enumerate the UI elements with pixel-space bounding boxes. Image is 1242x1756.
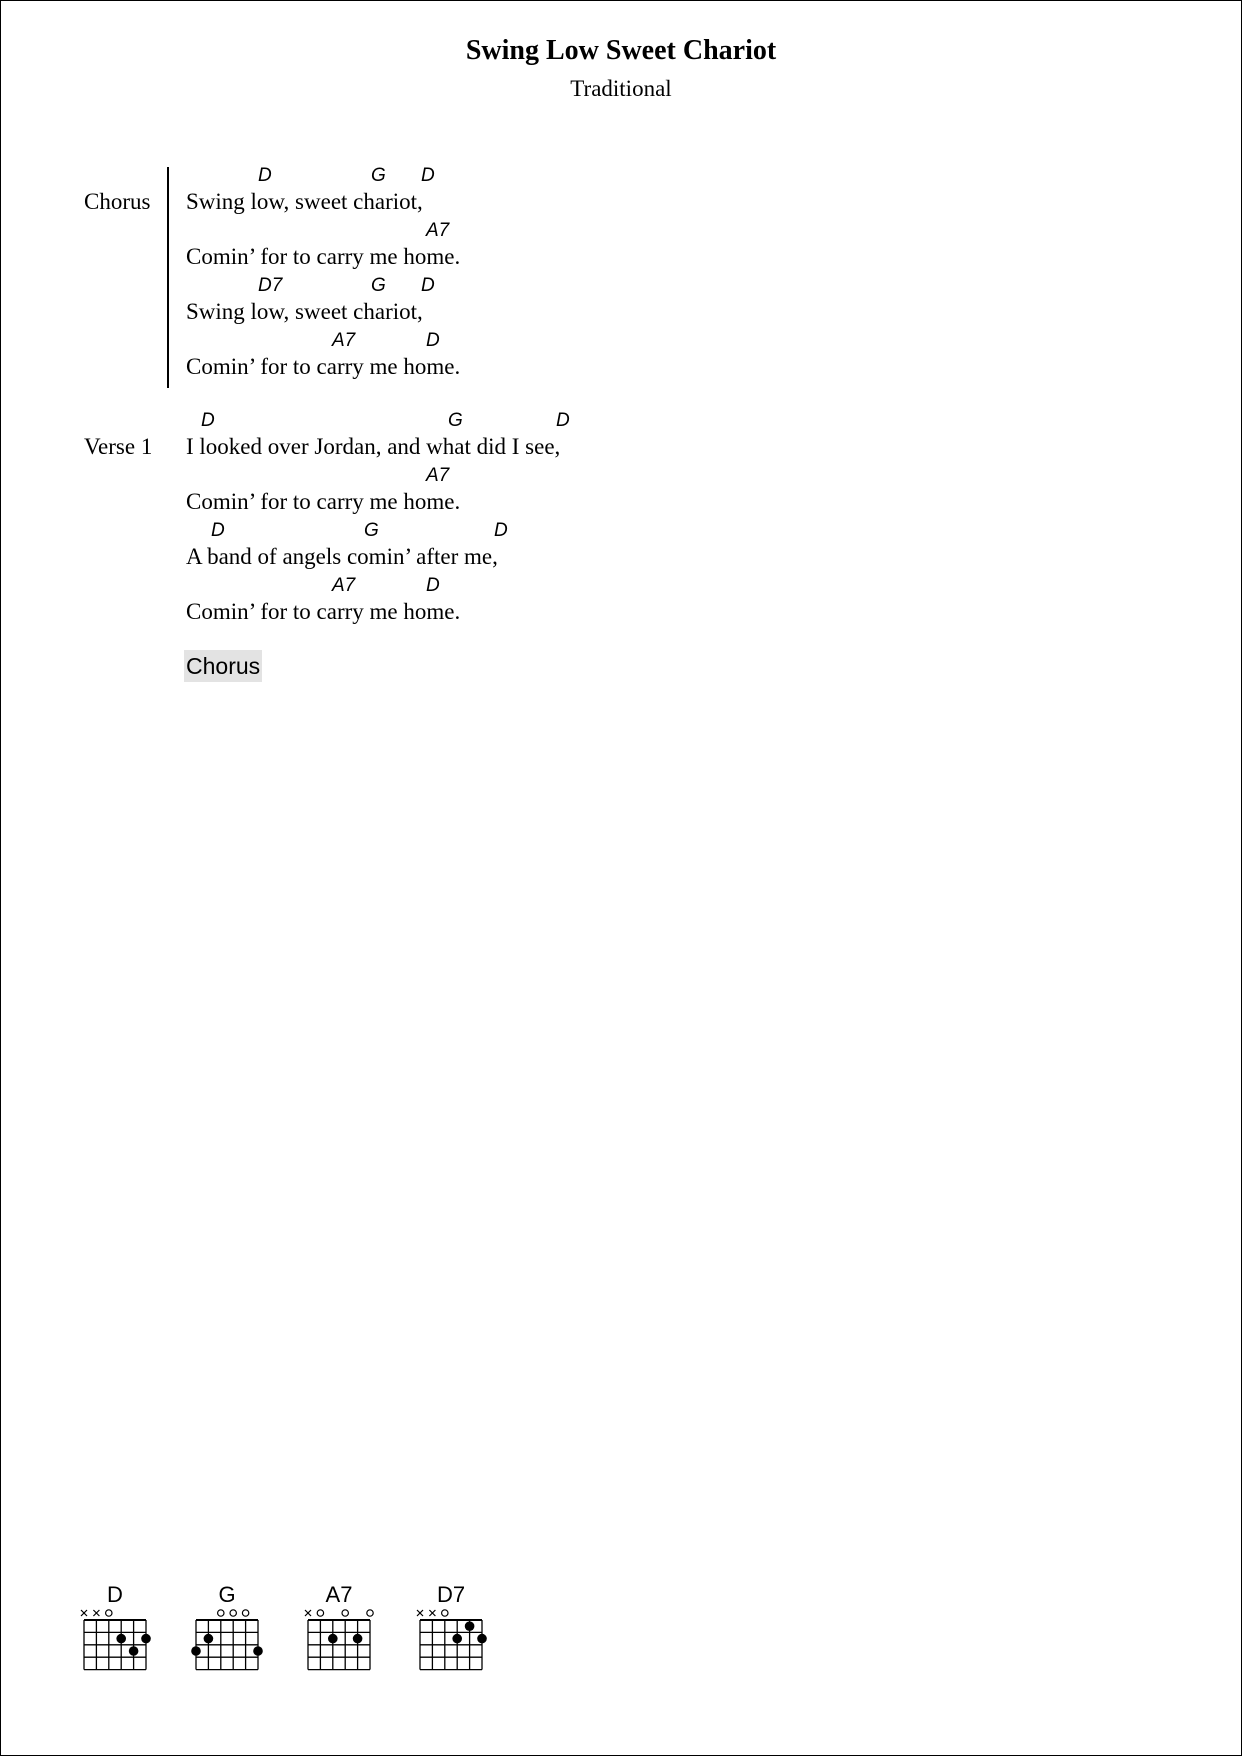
- lyric-line: Swing low, sweet chariot,: [186, 189, 423, 214]
- chord-label: D: [494, 520, 508, 541]
- chord-label: D7: [258, 275, 283, 296]
- fretboard-grid: [75, 1582, 155, 1677]
- finger-dot: [191, 1646, 201, 1656]
- chord-diagram-g: [187, 1582, 267, 1677]
- chord-label: A7: [332, 330, 356, 351]
- finger-dot: [353, 1634, 363, 1644]
- chord-label: A7: [426, 465, 450, 486]
- chord-label: G: [371, 275, 386, 296]
- chord-label: D: [201, 410, 215, 431]
- lyric-line: I looked over Jordan, and what did I see,: [186, 434, 561, 459]
- chorus-reference: Chorus: [184, 650, 262, 682]
- lyric-line: A band of angels comin’ after me,: [186, 544, 498, 569]
- lyric-line: Comin’ for to carry me home.: [186, 354, 461, 379]
- chord-diagram-d7: [411, 1582, 491, 1677]
- chord-label: G: [448, 410, 463, 431]
- open-string-icon: [106, 1610, 112, 1616]
- chord-label: D: [556, 410, 570, 431]
- open-string-icon: [367, 1610, 373, 1616]
- open-string-icon: [218, 1610, 224, 1616]
- section-label-verse-1: Verse 1: [84, 434, 153, 459]
- chord-diagram-name: D: [107, 1582, 123, 1607]
- song-title: Swing Low Sweet Chariot: [465, 35, 777, 66]
- finger-dot: [141, 1634, 151, 1644]
- chord-label: A7: [332, 575, 356, 596]
- finger-dot: [452, 1634, 462, 1644]
- fretboard-grid: [299, 1582, 379, 1677]
- finger-dot: [253, 1646, 263, 1656]
- lyric-line: Comin’ for to carry me home.: [186, 599, 461, 624]
- finger-dot: [477, 1634, 487, 1644]
- chord-label: D: [258, 165, 272, 186]
- open-string-icon: [242, 1610, 248, 1616]
- fretboard-grid: [187, 1582, 267, 1677]
- finger-dot: [328, 1634, 338, 1644]
- chord-label: D: [421, 165, 435, 186]
- section-label-chorus: Chorus: [84, 189, 151, 214]
- chord-diagram-name: G: [218, 1582, 236, 1607]
- chord-diagram-d: [75, 1582, 155, 1677]
- open-string-icon: [317, 1610, 323, 1616]
- chord-label: D: [426, 330, 440, 351]
- chord-label: D: [211, 520, 225, 541]
- fretboard-grid: [411, 1582, 491, 1677]
- lyric-line: Swing low, sweet chariot,: [186, 299, 423, 324]
- lyric-line: Comin’ for to carry me home.: [186, 244, 461, 269]
- open-string-icon: [230, 1610, 236, 1616]
- chord-diagram-name: A7: [325, 1582, 353, 1607]
- chorus-bar: [167, 167, 169, 388]
- finger-dot: [204, 1634, 214, 1644]
- lyric-line: Comin’ for to carry me home.: [186, 489, 461, 514]
- open-string-icon: [342, 1610, 348, 1616]
- open-string-icon: [442, 1610, 448, 1616]
- chord-label: D: [426, 575, 440, 596]
- chord-diagram-a7: [299, 1582, 379, 1677]
- chord-label: G: [371, 165, 386, 186]
- chord-label: A7: [426, 220, 450, 241]
- song-subtitle: Traditional: [570, 76, 672, 101]
- finger-dot: [129, 1646, 139, 1656]
- chord-diagram-name: D7: [436, 1582, 466, 1607]
- finger-dot: [116, 1634, 126, 1644]
- chord-label: G: [364, 520, 379, 541]
- finger-dot: [465, 1621, 475, 1631]
- chord-label: D: [421, 275, 435, 296]
